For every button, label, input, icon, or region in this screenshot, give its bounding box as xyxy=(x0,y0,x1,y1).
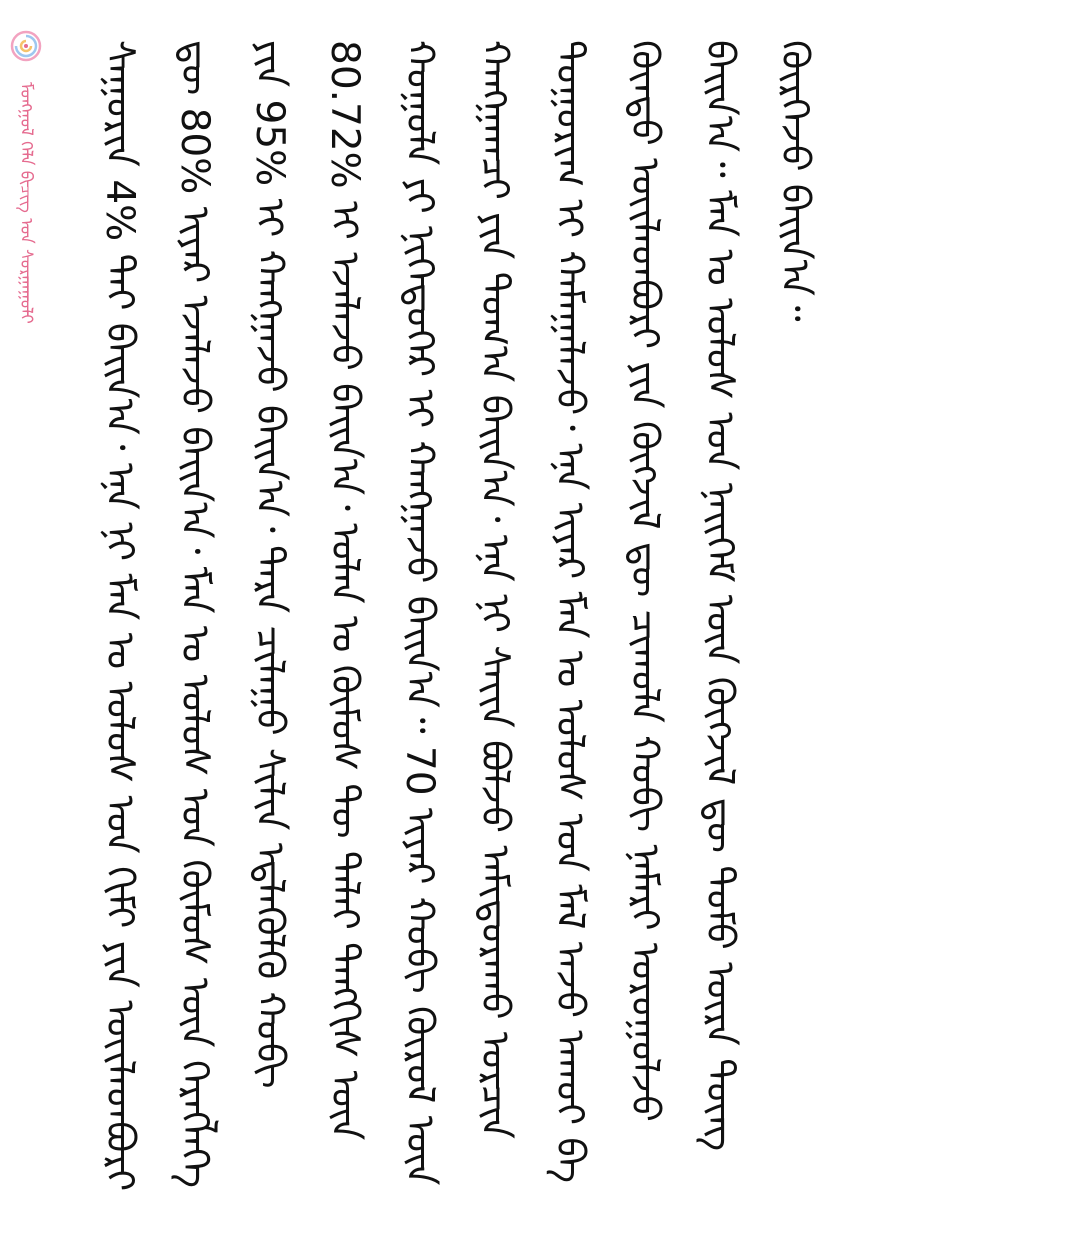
article-paragraph: ᠰᠠᠭᠤᠷᠢᠨ 4% ᠲᠠᠢ ᠪᠠᠢᠨ᠎ᠠ᠂ ᠡᠨᠡ ᠨᠢ ᠮᠠᠨ ᠤ ᠤᠯᠤᠰ ᠤᠨ ᠬᠢᠮᠢ ᠶᠢᠨ ᠦᠢᠯᠡᠳᠪᠦᠷᠢ ᠳᠦ 80% ᠢᠶᠠᠷ ᠡᠵᠡᠯᠡᠵᠦ ᠪᠠᠢᠨ᠎ᠠ᠂ ᠮᠠᠨ ᠤ ᠤᠯᠤᠰ ᠤᠨ ᠬᠦᠮᠦᠰ ᠦᠨ ᠬᠡᠷᠡᠭᠯᠡᠭᠡ ᠶᠢᠨ 95% ᠢ ᠬᠠᠩᠭᠠᠵᠤ ᠪᠠᠢᠨ᠎ᠠ᠂ ᠲᠡᠷᠡ ᠴᠢᠯᠠᠭᠤ ᠰᠢᠯᠢᠨ ᠡᠳ᠋ᠯᠡᠭᠦᠯᠬᠦ ᠬᠤᠪᠢ 80.72% ᠢ ᠡᠵᠡᠯᠡᠵᠦ ᠪᠠᠢᠨ᠎ᠠ᠂ ᠣᠯᠠᠨ ᠤ ᠬᠦᠮᠦᠰ ᠲᠦ ᠳᠠᠯᠠᠢ ᠲᠡᠩᠭᠢᠰ ᠦᠨ ᠬᠣᠭᠣᠯᠠ ᠶᠢ ᠨᠢᠭᠡᠳᠦᠭᠡᠷ ᠢ ᠬᠠᠩᠭᠠᠵᠤ ᠪᠠᠢᠨ᠎ᠠ᠃ 70 ᠢᠶᠠᠷ ᠬᠤᠪᠢ ᠬᠦᠷᠦᠯ ᠦᠨ ᠬᠠᠩᠭᠠᠭᠴᠢ ᠶᠢᠨ ᠲᠣᠭ᠎ᠠ ᠪᠠᠢᠨ᠎ᠠ᠂ ᠡᠨᠡ ᠨᠢ ᠰᠠᠶ᠋ᠢᠨ ᠪᠣᠯᠵᠤ ᠠᠮᠢᠳᠤᠷᠠᠬᠤ ᠣᠷᠴᠢᠨ ᠲᠣᠭᠣᠷᠢᠭ ᠢ ᠬᠠᠮᠠᠭᠠᠯᠠᠵᠤ᠂ ᠡᠨᠡ ᠢᠶᠠᠷ ᠮᠠᠨ ᠤ ᠤᠯᠤᠰ ᠤᠨ ᠮᠠᠯ ᠠᠵᠤ ᠠᠬᠤᠢ ᠪᠠ ᠬᠦᠨᠳᠦ ᠦᠢᠯᠡᠳᠪᠦᠷᠢ ᠶᠢᠨ ᠬᠥᠭᠵᠢᠯ ᠳᠦ ᠴᠢᠬᠤᠯᠠ ᠬᠤᠪᠢ ᠨᠡᠮᠡᠷᠢ ᠣᠷᠣᠭᠤᠯᠵᠤ ᠪᠠᠢᠨ᠎ᠠ᠃ ᠮᠠᠨ ᠤ ᠤᠯᠤᠰ ᠤᠨ ᠨᠡᠢᠭᠡᠮ ᠦᠨ ᠬᠥᠭᠵᠢᠯ ᠳᠦ ᠲᠣᠮᠣ ᠦᠷᠡ ᠳᠦᠩ ᠬᠦᠷᠭᠡᠵᠦ ᠪᠠᠢᠨ᠎ᠠ᠃ xyxy=(97,40,817,1192)
swirl-logo-icon xyxy=(10,30,42,62)
watermark xyxy=(4,30,48,450)
article-body xyxy=(82,40,1048,1210)
watermark-text: ᠮᠣᠩᠭᠣᠯ ᠬᠡᠯᠡ ᠪᠢᠴᠢᠭ ᠤᠨ ᠰᠤᠷᠭᠠᠭᠤᠯᠢ xyxy=(16,82,36,324)
